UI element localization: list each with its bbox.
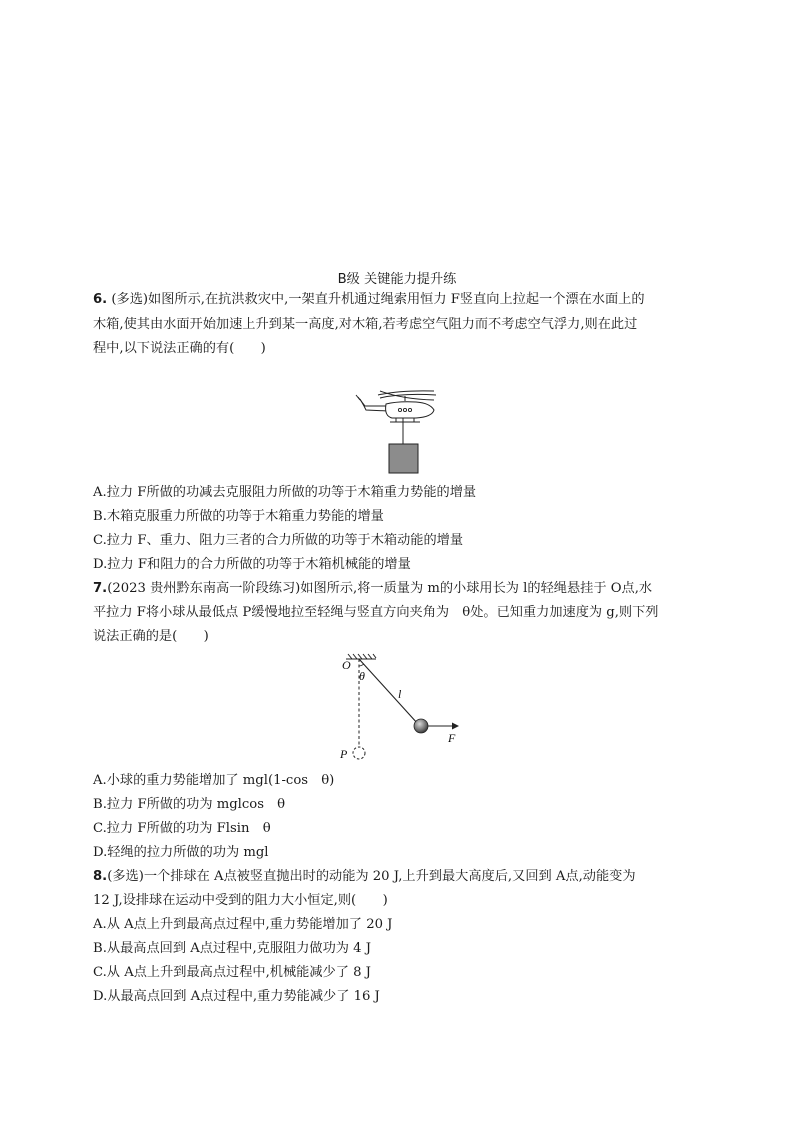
- q6-stem-text1: (多选)如图所示,在抗洪救灾中,一架直升机通过绳索用恒力 F竖直向上拉起一个漂在水面上的: [111, 292, 645, 307]
- q6-stem-line2: 木箱,使其由水面开始加速上升到某一高度,对木箱,若考虑空气阻力而不考虑空气浮力,则在此过: [93, 317, 638, 332]
- q7-option-a: A.小球的重力势能增加了 mgl(1-cos θ): [93, 773, 335, 788]
- ball: [414, 719, 428, 733]
- q8-option-b: B.从最高点回到 A点过程中,克服阻力做功为 4 J: [93, 941, 372, 956]
- q8-stem-line2: 12 J,设排球在运动中受到的阻力大小恒定,则( ): [93, 893, 388, 908]
- section-title: B级 关键能力提升练: [337, 272, 457, 287]
- label-p: P: [340, 747, 348, 761]
- q7-option-c: C.拉力 F所做的功为 Flsin θ: [93, 821, 271, 836]
- q7-stem-text1: (2023 贵州黔东南高一阶段练习)如图所示,将一质量为 m的小球用长为 l的轻绳悬挂于 O点,水: [107, 581, 653, 596]
- q7-option-d: D.轻绳的拉力所做的功为 mgl: [93, 845, 269, 860]
- q6-stem-line3: 程中,以下说法正确的有( ): [93, 341, 266, 356]
- q7-number: 7.: [93, 581, 108, 596]
- lowest-point-ball: [353, 747, 365, 759]
- q6-option-a: A.拉力 F所做的功减去克服阻力所做的功等于木箱重力势能的增量: [93, 485, 477, 500]
- q7-option-b: B.拉力 F所做的功为 mglcos θ: [93, 797, 286, 812]
- pendulum-string: [359, 659, 418, 724]
- q6-option-d: D.拉力 F和阻力的合力所做的功等于木箱机械能的增量: [93, 557, 411, 572]
- label-f: F: [448, 731, 456, 745]
- helicopter-figure: [350, 386, 445, 476]
- angle-arc: [359, 664, 364, 666]
- q6-number: 6.: [93, 292, 108, 307]
- label-o: O: [342, 658, 351, 672]
- pendulum-figure: [330, 652, 470, 764]
- label-theta: θ: [359, 669, 365, 683]
- wooden-box: [389, 444, 418, 473]
- q6-stem-line1: [93, 291, 645, 309]
- helicopter-skids: [390, 418, 420, 422]
- q8-option-a: A.从 A点上升到最高点过程中,重力势能增加了 20 J: [93, 917, 393, 932]
- q7-stem-line1: [93, 580, 652, 598]
- helicopter-body: [386, 402, 434, 418]
- force-arrowhead: [452, 723, 459, 730]
- q7-stem-line3: 说法正确的是( ): [93, 629, 209, 644]
- q6-option-b: B.木箱克服重力所做的功等于木箱重力势能的增量: [93, 509, 384, 524]
- q7-stem-line2: 平拉力 F将小球从最低点 P缓慢地拉至轻绳与竖直方向夹角为 θ处。已知重力加速度为 g,则下列: [93, 605, 659, 620]
- q8-number: 8.: [93, 869, 108, 884]
- label-l: l: [398, 687, 402, 701]
- q8-option-c: C.从 A点上升到最高点过程中,机械能减少了 8 J: [93, 965, 371, 980]
- q8-stem-text1: (多选)一个排球在 A点被竖直抛出时的动能为 20 J,上升到最大高度后,又回到 A点,动能变为: [107, 869, 636, 884]
- q6-option-c: C.拉力 F、重力、阻力三者的合力所做的功等于木箱动能的增量: [93, 533, 464, 548]
- q8-stem-line1: [93, 868, 636, 886]
- rotor-blades: [378, 391, 436, 401]
- q8-option-d: D.从最高点回到 A点过程中,重力势能减少了 16 J: [93, 989, 380, 1004]
